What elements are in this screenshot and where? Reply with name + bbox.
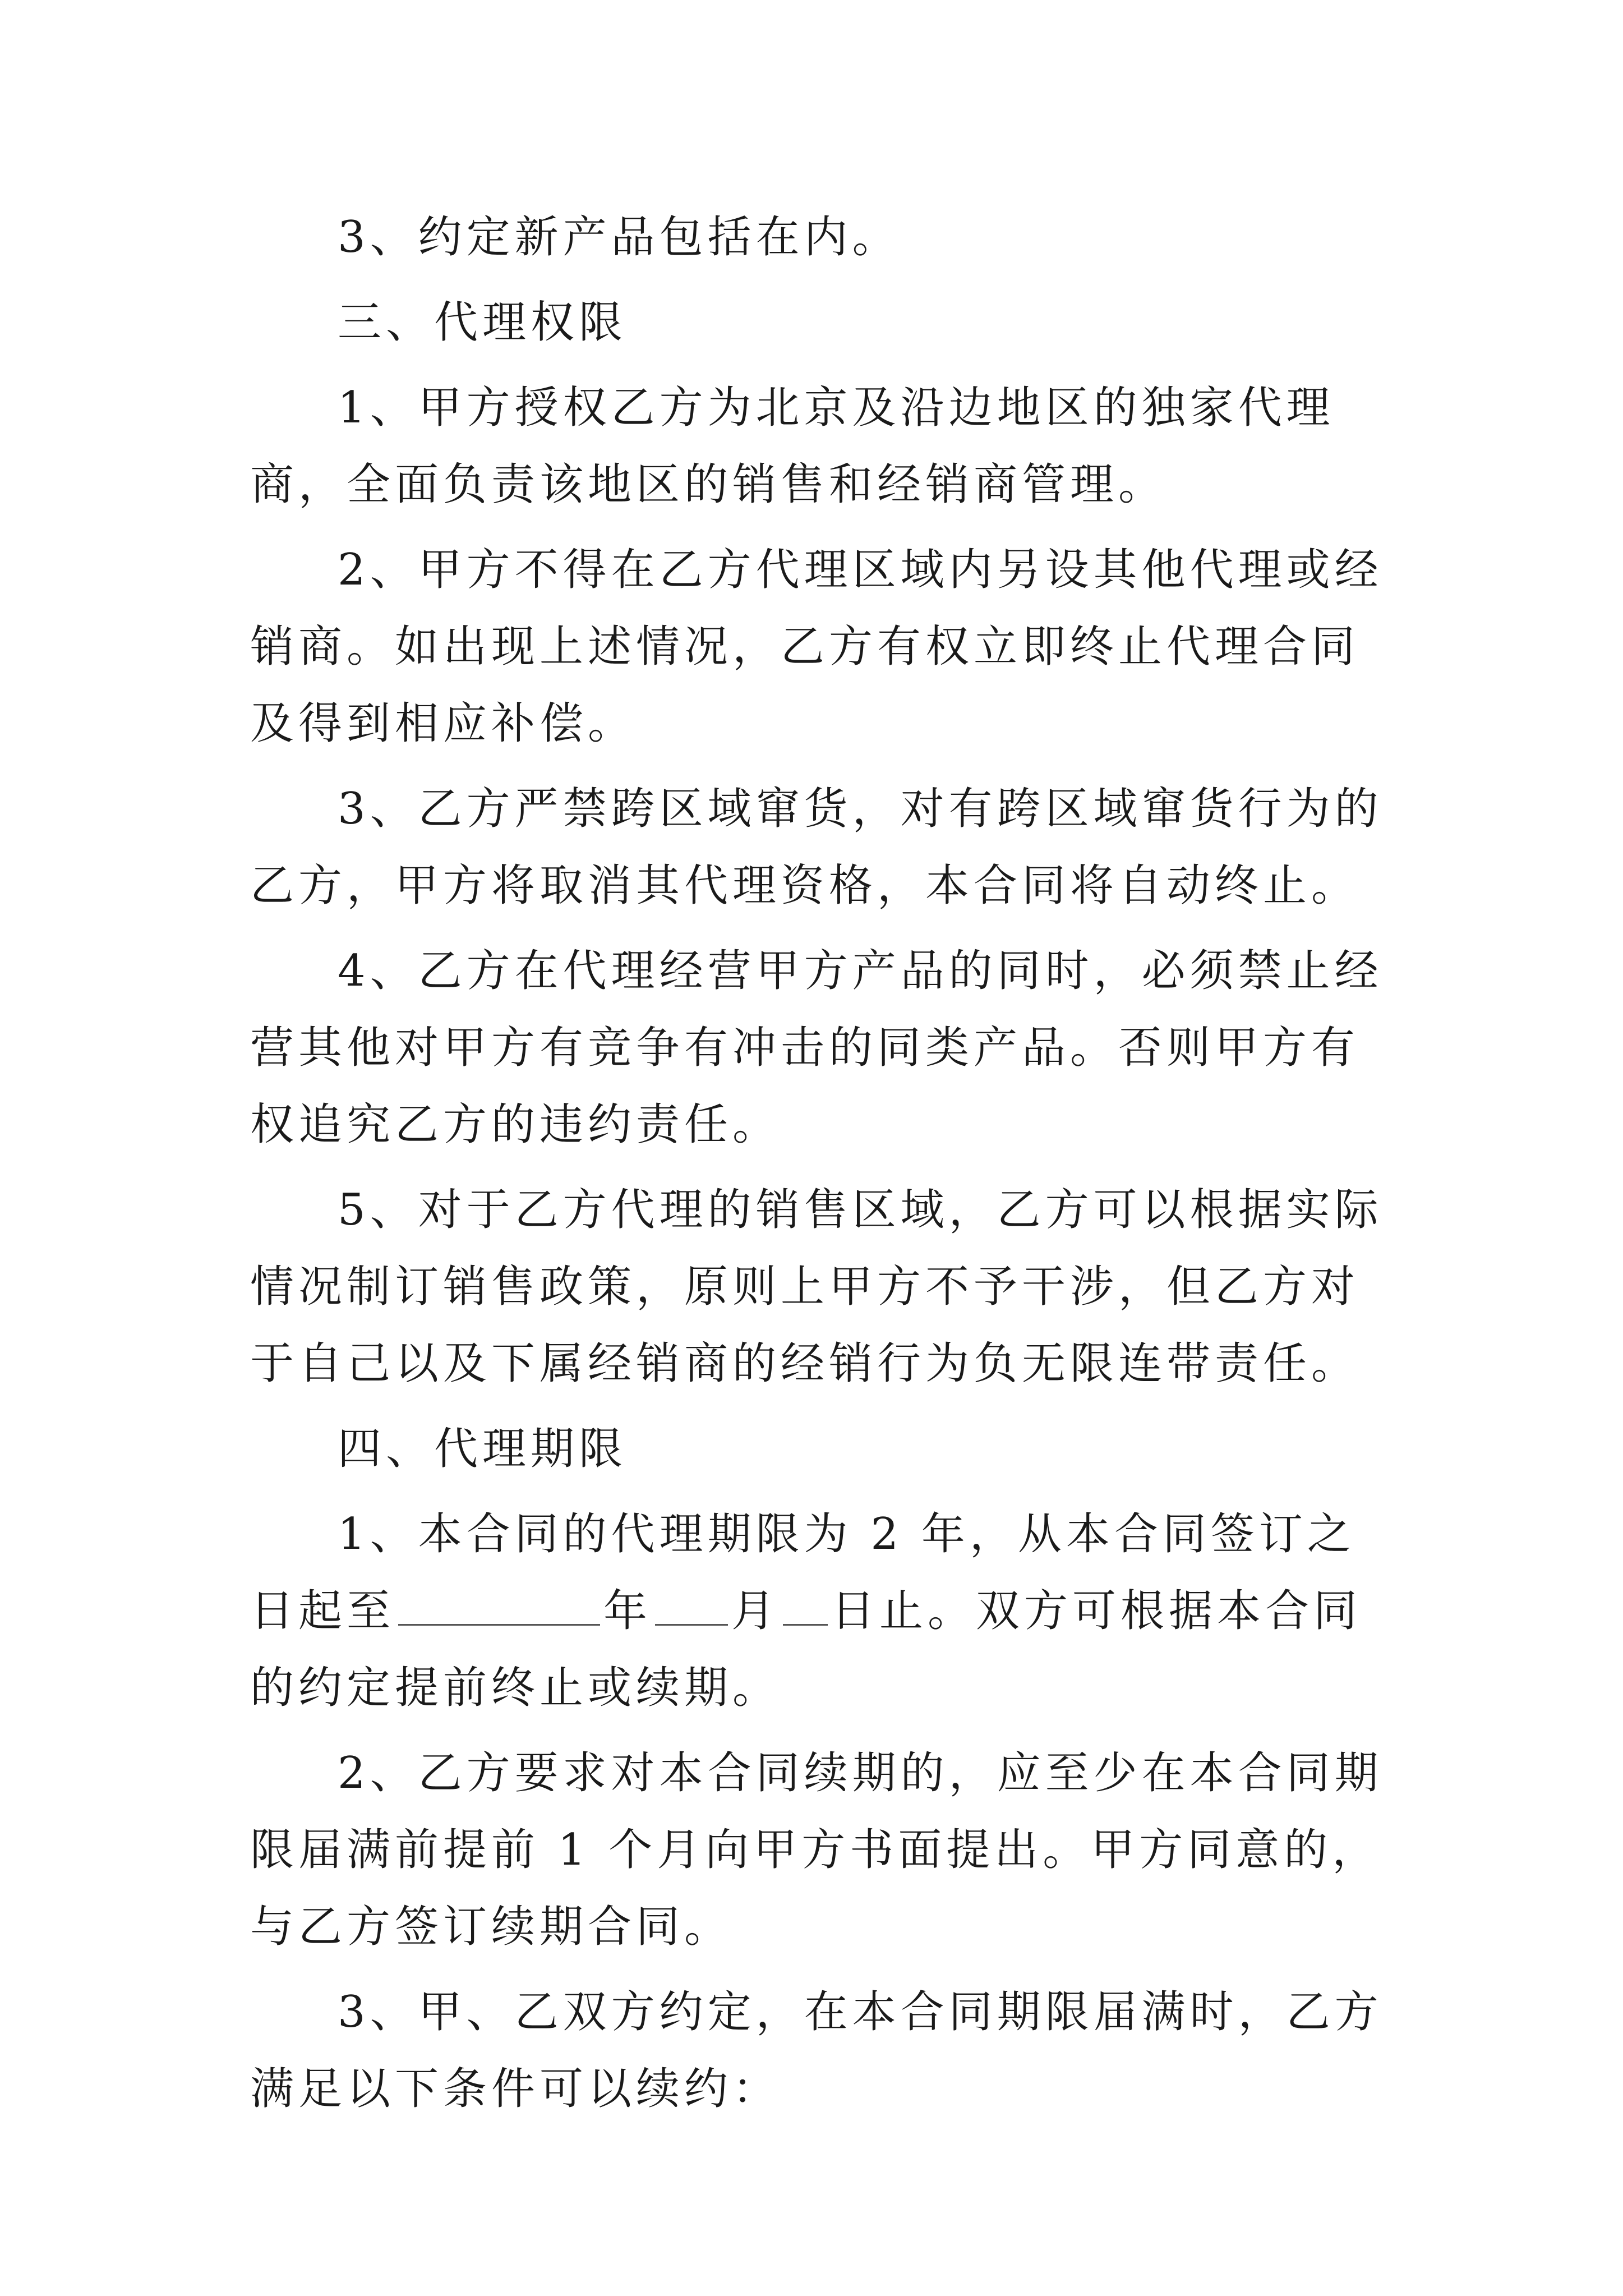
paragraph-sales-policy: 5、对于乙方代理的销售区域，乙方可以根据实际情况制订销售政策，原则上甲方不予干涉，但乙方对于自己以及下属经销商的经销行为负无限连带责任。 <box>250 1185 1383 1389</box>
month-label: 月 <box>731 1586 780 1636</box>
paragraph-term-dates <box>250 1496 1394 1727</box>
contract-body <box>250 199 1394 2136</box>
paragraph-new-products: 3、约定新产品包括在内。 <box>338 212 901 263</box>
term-text-end: 日止。双方可根据本合同的约定提前终止或续期。 <box>250 1586 1362 1713</box>
section-heading-agency-term: 四、代理期限 <box>338 1424 628 1474</box>
month-blank <box>655 1585 728 1626</box>
paragraph-no-other-agents: 2、甲方不得在乙方代理区域内另设其他代理或经销商。如出现上述情况，乙方有权立即终止代理合同及得到相应补偿。 <box>250 545 1383 749</box>
section-heading-agency-authority: 三、代理权限 <box>338 297 628 348</box>
paragraph-no-competing-products: 4、乙方在代理经营甲方产品的同时，必须禁止经营其他对甲方有竞争有冲击的同类产品。否则甲方有权追究乙方的违约责任。 <box>250 946 1383 1150</box>
year-label: 年 <box>603 1586 652 1636</box>
year-blank <box>398 1585 600 1626</box>
paragraph-exclusive-agent: 1、甲方授权乙方为北京及沿边地区的独家代理商，全面负责该地区的销售和经销商管理。 <box>250 383 1335 510</box>
paragraph-renewal-conditions: 3、甲、乙双方约定，在本合同期限届满时，乙方满足以下条件可以续约： <box>250 1987 1383 2114</box>
paragraph-renewal-request: 2、乙方要求对本合同续期的，应至少在本合同期限届满前提前 1 个月向甲方书面提出。甲方同意的，与乙方签订续期合同。 <box>250 1748 1383 1952</box>
day-blank <box>783 1585 828 1626</box>
term-text-start: 1、本合同的代理期限为 2 年，从本合同签订之日起至 <box>250 1509 1355 1636</box>
paragraph-no-cross-region: 3、乙方严禁跨区域窜货，对有跨区域窜货行为的乙方，甲方将取消其代理资格，本合同将自动终止。 <box>250 784 1383 911</box>
